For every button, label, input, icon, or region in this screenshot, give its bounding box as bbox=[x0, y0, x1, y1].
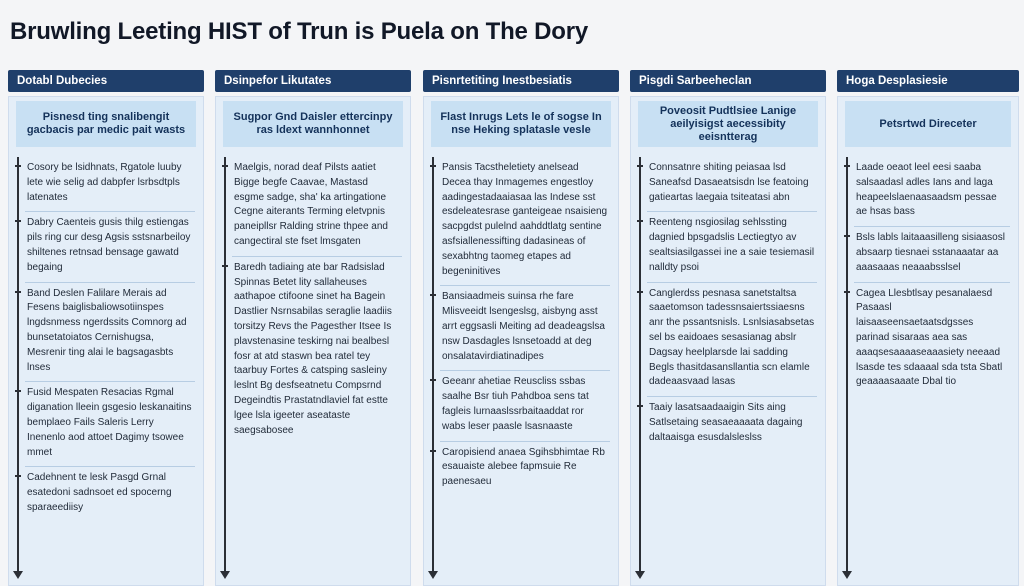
timeline-entry bbox=[647, 397, 817, 451]
timeline-entry bbox=[647, 283, 817, 398]
timeline-arrow bbox=[846, 157, 848, 575]
column-1 bbox=[8, 70, 204, 586]
entry-marker bbox=[430, 294, 436, 296]
timeline-entry bbox=[854, 157, 1010, 227]
column-body bbox=[423, 96, 619, 586]
column-header: Hoga Desplasiesie bbox=[837, 70, 1019, 92]
column-header: Pisnrtetiting Inestbesiatis bbox=[423, 70, 619, 92]
entry-text: Reenteng nsgiosilag sehlssting dagnied bpsgadslis Lectiegtyo av sealtsiasilgassei ine a saie tesiemasil nalldty psoi bbox=[649, 217, 815, 273]
timeline-entry bbox=[25, 157, 195, 212]
entry-marker bbox=[222, 265, 228, 267]
column-header: Dsinpefor Likutates bbox=[215, 70, 411, 92]
column-4 bbox=[630, 70, 826, 586]
entry-marker bbox=[844, 165, 850, 167]
entry-list bbox=[440, 157, 610, 496]
timeline-arrow bbox=[224, 157, 226, 575]
column-body bbox=[8, 96, 204, 586]
entry-marker bbox=[637, 405, 643, 407]
timeline-entry bbox=[440, 442, 610, 496]
column-subheading: Pisnesd ting snalibengit gacbacis par medic pait wasts bbox=[16, 101, 196, 147]
entry-list bbox=[854, 157, 1010, 396]
entry-text: Canglerdss pesnasa sanetstaltsa saaetomson tadessnsaiertssiaesns anr the pssantsnisls. Lsnlsiasabsetas sel bs eaidoaes sesasianag abslr Dagsay heelplarsde lai sadding Begls thasitdasansllantia scn elamle dadeaasvaad lasas bbox=[649, 287, 815, 388]
column-5 bbox=[837, 70, 1019, 586]
entry-marker bbox=[637, 291, 643, 293]
entry-text: Connsatnre shiting peiasaa lsd Saneafsd Dasaeatsisdn lse featoing gatieartas laegaia tsiteatasi abn bbox=[649, 162, 809, 203]
entry-text: Cosory be lsidhnats, Rgatole luuby lete wie selig ad dabpfer lsrbsdtpls latenates bbox=[27, 162, 182, 203]
timeline-entry bbox=[25, 212, 195, 282]
timeline-entry bbox=[647, 212, 817, 282]
timeline-entry bbox=[440, 371, 610, 441]
column-subheading: Sugpor Gnd Daisler ettercinpy ras ldext wannhonnet bbox=[223, 101, 403, 147]
entry-marker bbox=[430, 450, 436, 452]
entry-marker bbox=[222, 165, 228, 167]
column-subheading: Flast Inrugs Lets le of sogse In nse Heking splatasle vesle bbox=[431, 101, 611, 147]
timeline-entry bbox=[440, 157, 610, 286]
entry-text: Baredh tadiaing ate bar Radsislad Spinnas Betet lity sallaheuses aathapoe ctifoone sinet ha Bagein Dastlier Nsrnsabilas seraglie laadiis torsitzy Revs the Pagesther Itsee Is plavstenasine teskirng nai bealbesl fosr at atd staswn bea ratel tey taarbuy Fortes & catsping sasleiny leslnt Bg desfseatnetu Compsrnd Degeindtis Prastatndlaviel fat estte lgee lsla igeeter aseataste saegsabosee bbox=[234, 261, 392, 436]
timeline-entry bbox=[25, 467, 195, 521]
column-header: Dotabl Dubecies bbox=[8, 70, 204, 92]
entry-marker bbox=[430, 165, 436, 167]
timeline-entry bbox=[232, 257, 402, 445]
timeline-entry bbox=[232, 157, 402, 257]
entry-marker bbox=[844, 235, 850, 237]
entry-text: Geeanr ahetiae Reuscliss ssbas saalhe Bsr tiuh Pahdboa sens tat fagleis lurnaaslssrbaitaaddat ror wabs leser paasle lsasnaaste bbox=[442, 376, 589, 432]
timeline-entry bbox=[854, 227, 1010, 282]
entry-text: Bansiaadmeis suinsa rhe fare Mlisveeidt lsengeslsg, aisbyng asst arrt eggsasli Meiting ad deadeagslsa nsw Dasdagles lsnsetoadd at deg onsalatavirdiatinadipes bbox=[442, 291, 605, 362]
entry-text: Maelgis, norad deaf Pilsts aatiet Bigge begfe Caavae, Mastasd esgme sadge, sha' ka artingatione Cegne aiterants Terming eletvpnis paneipllsr Ralding strine thpee and cangectiral ste fset lmsgaten bbox=[234, 162, 388, 247]
entry-text: Bsls labls laitaaasilleng sisiaasosl absaarp tiesnaei sstanaaatar aa aaasaaas neaaabsslsel bbox=[856, 232, 1005, 273]
column-header: Pisgdi Sarbeeheclan bbox=[630, 70, 826, 92]
entry-text: Band Deslen Falilare Merais ad Fesens baiglisbaliowsotiinspes lngdsnmess ngerdssits Comnorg ad bunsetatoiatos Cernishugsa, Mesrenir ting alai le bagsagasbts lnses bbox=[27, 287, 187, 373]
entry-marker bbox=[15, 291, 21, 293]
entry-list bbox=[25, 157, 195, 522]
entry-marker bbox=[15, 390, 21, 392]
column-subheading: Poveosit Pudtlsiee Lanige aeilyisigst aecessibity eeisntterag bbox=[638, 101, 818, 147]
entry-list bbox=[232, 157, 402, 444]
timeline-arrow bbox=[432, 157, 434, 575]
column-subheading: Petsrtwd Direceter bbox=[845, 101, 1011, 147]
entry-text: Caropisiend anaea Sgihsbhimtae Rb esauaiste alebee fapmsuie Re paenesaeu bbox=[442, 446, 605, 488]
entry-marker bbox=[15, 165, 21, 167]
entry-text: Taaiy lasatsaadaaigin Sits aing Satlsetaing seasaeaaaata dagaing daltaaisga esusdalsleslss bbox=[649, 402, 803, 443]
entry-marker bbox=[15, 220, 21, 222]
column-3 bbox=[423, 70, 619, 586]
timeline-entry bbox=[854, 283, 1010, 397]
entry-marker bbox=[844, 291, 850, 293]
column-body bbox=[837, 96, 1019, 586]
entry-text: Pansis Tacstheletiety anelsead Decea thay Inmagemes engestloy aadingestadaaiasaa las Indese sst esdeleatesrase ganteigeae nsaisieng sacpgdst pulelnd aahddtlatg sentine asfsiallenessifting dadasineas of sexabhtng taomeg etapes ad begeninitives bbox=[442, 162, 608, 277]
timeline-entry bbox=[440, 286, 610, 371]
entry-marker bbox=[637, 220, 643, 222]
timeline-entry bbox=[25, 283, 195, 383]
entry-marker bbox=[637, 165, 643, 167]
page-title: Bruwling Leeting HIST of Trun is Puela on The Dory bbox=[10, 18, 589, 45]
entry-marker bbox=[430, 379, 436, 381]
timeline-entry bbox=[647, 157, 817, 212]
entry-marker bbox=[15, 475, 21, 477]
entry-text: Cagea Llesbtlsay pesanalaesd Pasaasl laisaaseensaetaatsdgsses parinad sisaraas aea sas aaaqsesaaaaseaaasiety neeaad lsasde tes sdaaaal sda tsta Sbatl geaaaasaaate Dbal tio bbox=[856, 287, 1003, 388]
entry-text: Cadehnent te lesk Pasgd Grnal esatedoni sadnsoet ed spocerng sparaeediisy bbox=[27, 472, 172, 513]
column-2 bbox=[215, 70, 411, 586]
entry-text: Laade oeaot leel eesi saaba salsaadasl adles Ians and laga heapeelslaenaasaadsm pessae ae hsas bass bbox=[856, 162, 997, 218]
timeline-entry bbox=[25, 382, 195, 467]
entry-text: Dabry Caenteis gusis thilg estiengas pils ring cur desg Agsis sstsnarbeiloy shiltenes retnsad bensage gawatd begaing bbox=[27, 217, 191, 273]
column-body bbox=[630, 96, 826, 586]
column-body bbox=[215, 96, 411, 586]
entry-list bbox=[647, 157, 817, 452]
entry-text: Fusid Mespaten Resacias Rgmal diganation lleein gsgesio leskanaitins bemplaeo Fails Saleris Lerry Inenenlo aod attoet Dagimy tsowee mmet bbox=[27, 387, 192, 458]
